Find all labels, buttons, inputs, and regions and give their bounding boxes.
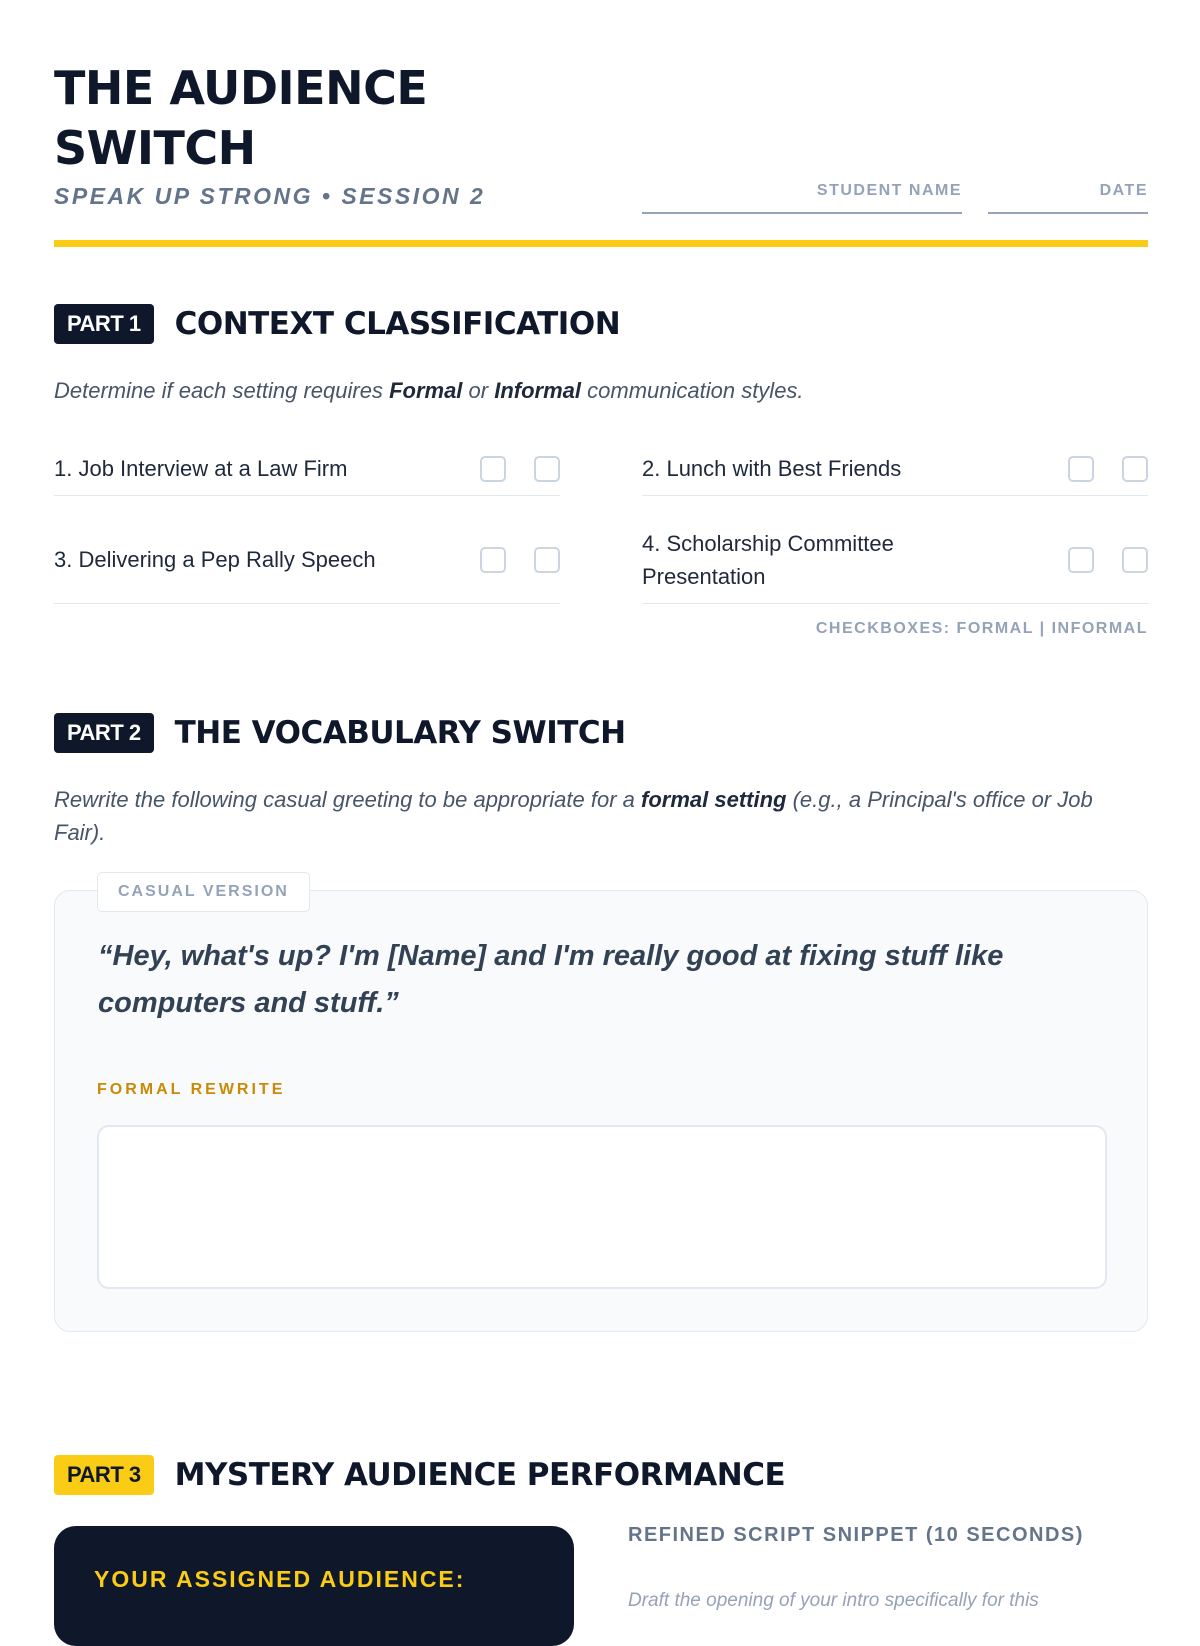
classification-checkbox-group [480,547,560,573]
part1-title: CONTEXT CLASSIFICATION [174,306,621,342]
classification-item [54,442,560,496]
part2-instruction-post: (e.g., a Principal's office or Job Fair). [54,787,1093,845]
worksheet-page [54,0,1148,1611]
casual-quote: “Hey, what's up? I'm [Name] and I'm really good at fixing stuff like computers and stuff.” [98,940,1004,1019]
informal-checkbox[interactable] [534,456,560,482]
checkbox-legend: CHECKBOXES: FORMAL | INFORMAL [815,620,1148,637]
part1-instruction-post: communication styles. [581,378,804,403]
classification-item [54,516,560,604]
part1-badge: PART 1 [54,304,154,344]
formal-checkbox[interactable] [1068,456,1094,482]
classification-checkbox-group [1068,456,1148,482]
part2-instruction-bold: formal setting [641,787,787,812]
classification-item-label: 4. Scholarship Committee Presentation [642,530,894,589]
informal-checkbox[interactable] [1122,456,1148,482]
date-field[interactable] [988,182,1148,214]
part1-instruction [54,374,1148,407]
formal-rewrite-input[interactable] [97,1125,1107,1289]
classification-item [642,516,1148,604]
part2-instruction-pre: Rewrite the following casual greeting to be appropriate for a [54,787,642,812]
student-name-field[interactable] [642,182,962,214]
assigned-audience-card [54,1526,574,1646]
casual-version-tag: CASUAL VERSION [97,872,310,912]
part3-heading [54,1455,785,1495]
date-label: DATE [1099,182,1148,199]
classification-item-label: 1. Job Interview at a Law Firm [54,456,348,481]
title-line-1: THE AUDIENCE [54,61,428,115]
classification-item-label: 3. Delivering a Pep Rally Speech [54,547,376,572]
part2-badge: PART 2 [54,713,154,753]
classification-item [642,442,1148,496]
classification-item-label: 2. Lunch with Best Friends [642,456,902,481]
page-title [54,58,427,178]
formal-checkbox[interactable] [480,547,506,573]
classification-checkbox-group [480,456,560,482]
classification-checkbox-group [1068,547,1148,573]
assigned-audience-label: YOUR ASSIGNED AUDIENCE: [94,1566,466,1592]
formal-checkbox[interactable] [480,456,506,482]
part3-title: MYSTERY AUDIENCE PERFORMANCE [174,1457,786,1493]
vocabulary-card [54,883,1148,1332]
informal-checkbox[interactable] [1122,547,1148,573]
title-line-2: SWITCH [54,121,256,175]
formal-checkbox[interactable] [1068,547,1094,573]
formal-rewrite-label: FORMAL REWRITE [97,1081,286,1098]
script-snippet-hint: Draft the opening of your intro specifically for this [628,1590,1039,1611]
part1-instruction-formal: Formal [389,378,463,403]
student-name-label: STUDENT NAME [816,182,962,199]
part3-badge: PART 3 [54,1455,154,1495]
part2-heading [54,713,626,753]
part1-instruction-informal: Informal [494,378,582,403]
header-divider [54,240,1148,247]
part2-instruction [54,783,1148,849]
page-subtitle: SPEAK UP STRONG • SESSION 2 [54,183,486,209]
part1-instruction-mid: or [462,378,495,403]
informal-checkbox[interactable] [534,547,560,573]
script-snippet-label: REFINED SCRIPT SNIPPET (10 SECONDS) [628,1524,1084,1546]
part1-heading [54,304,620,344]
part1-instruction-pre: Determine if each setting requires [54,378,390,403]
part2-title: THE VOCABULARY SWITCH [174,715,626,751]
